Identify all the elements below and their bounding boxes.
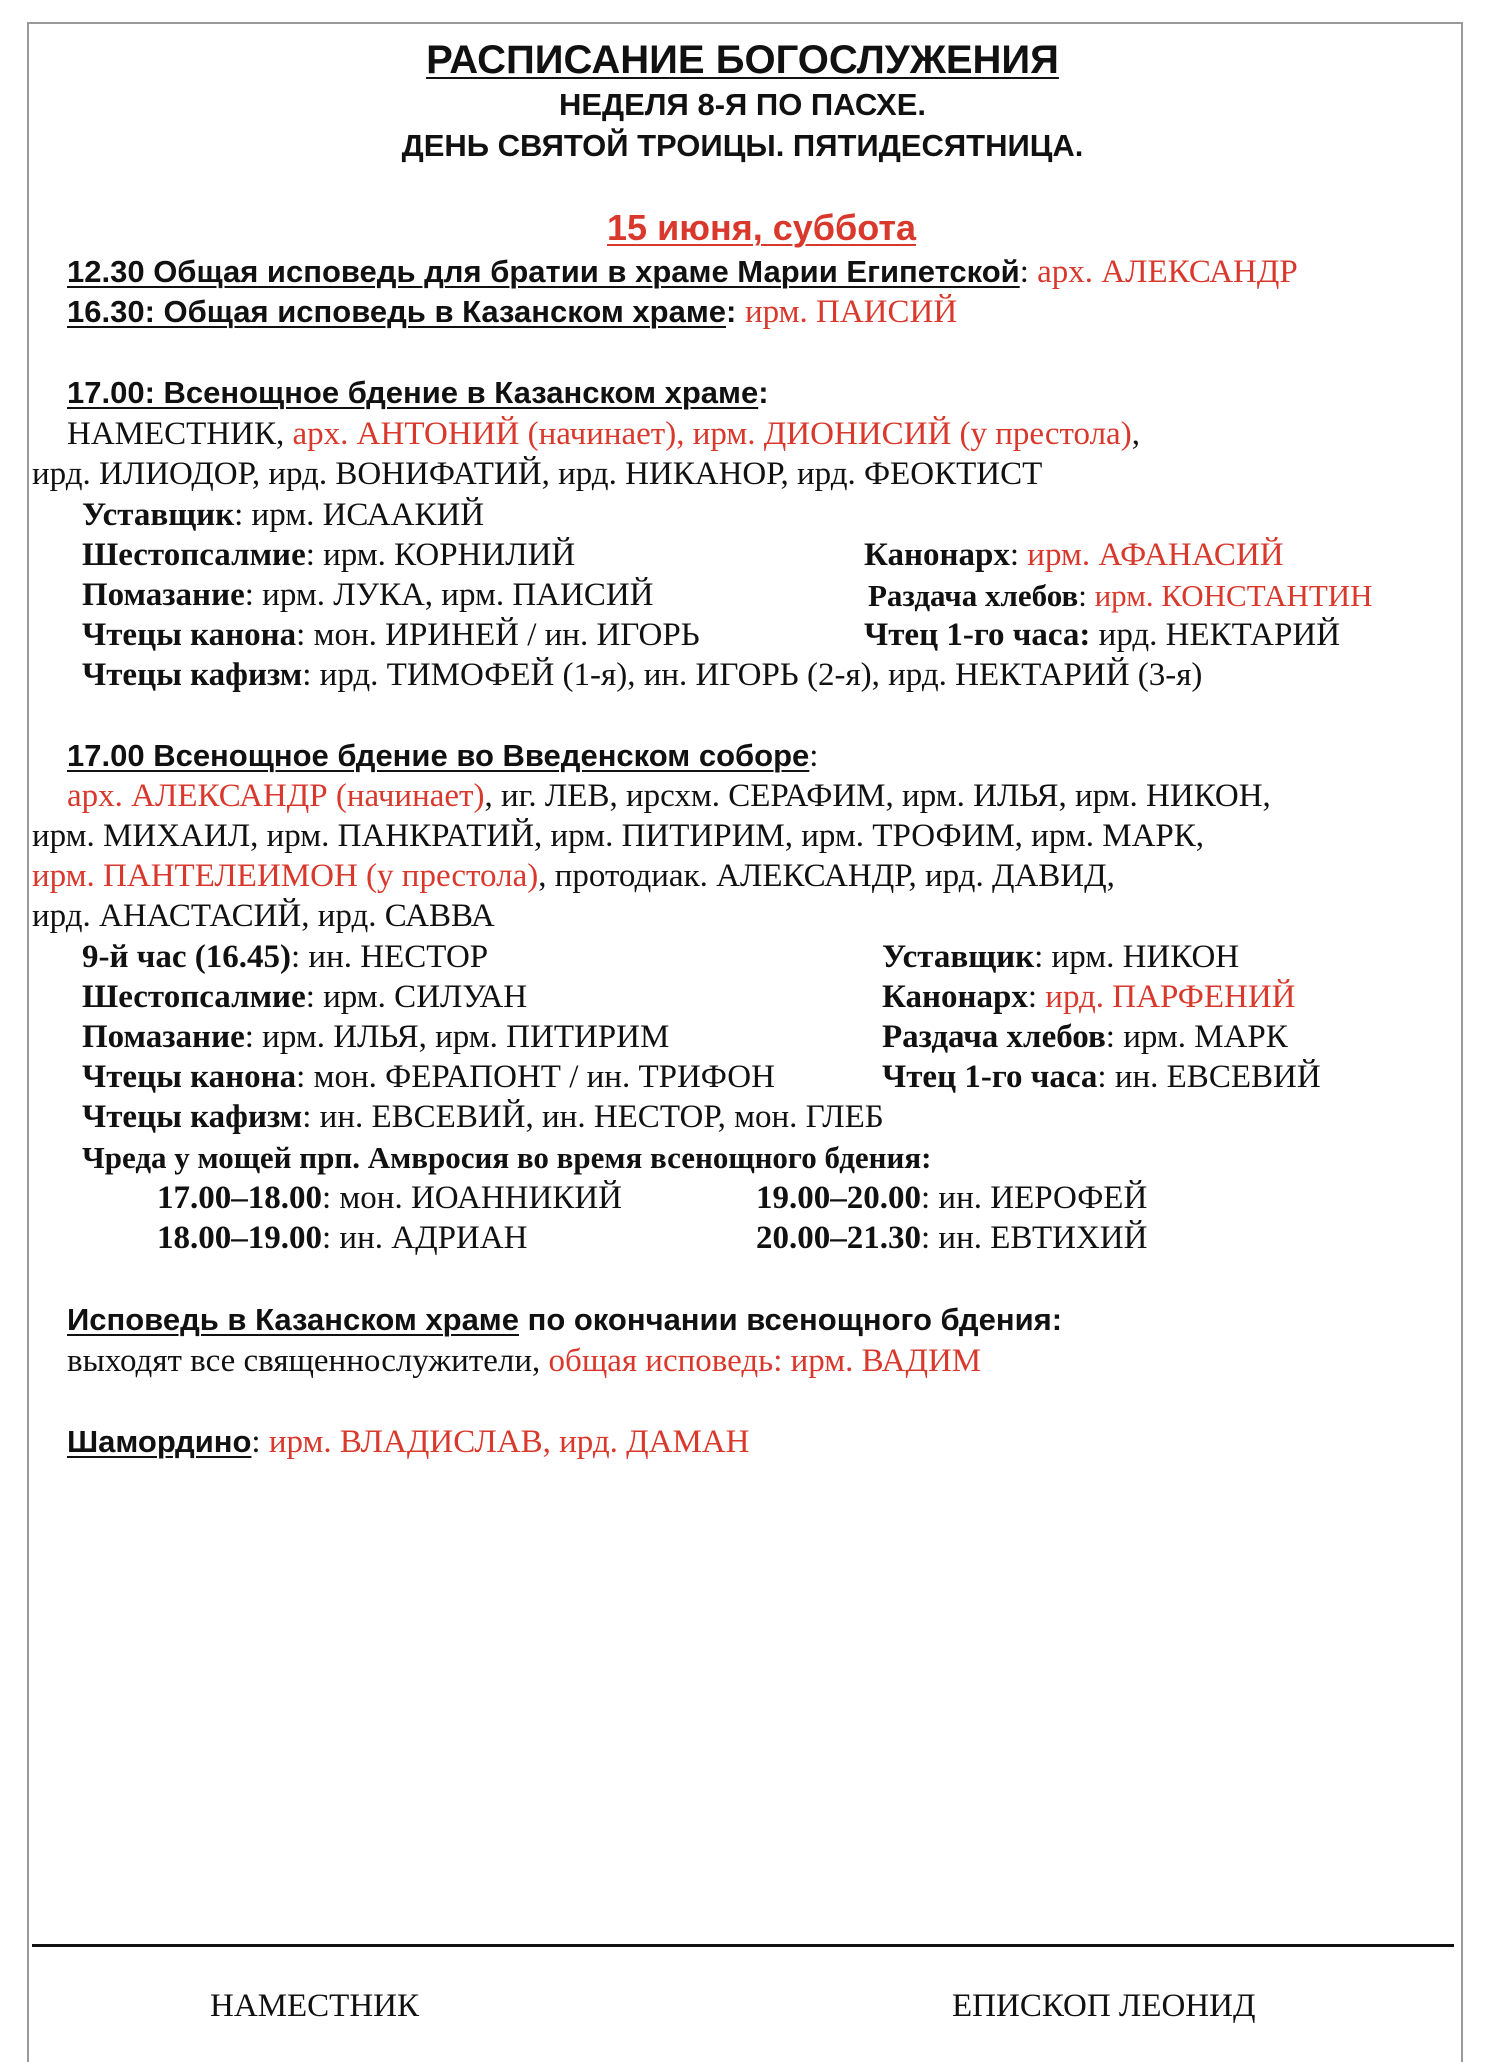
kazan-ustavshchik-label: Уставщик bbox=[82, 497, 235, 533]
vvedensky-razdacha-value: : ирм. МАРК bbox=[1105, 1019, 1288, 1055]
vvedensky-chtets-chasa-value: : ин. ЕВСЕВИЙ bbox=[1097, 1059, 1321, 1095]
vvedensky-ustavshchik-label: Уставщик bbox=[882, 939, 1035, 975]
shift-2-value: : ин. АДРИАН bbox=[322, 1220, 528, 1256]
vvedensky-chtets-chasa-label: Чтец 1-го часа bbox=[882, 1059, 1098, 1095]
kazan-chtets-chasa bbox=[864, 615, 1340, 655]
vvedensky-chas9-value: : ин. НЕСТОР bbox=[291, 939, 489, 975]
vvedensky-shift-4 bbox=[756, 1218, 1147, 1258]
vvedensky-shift-1 bbox=[157, 1178, 622, 1218]
vvedensky-kafizmy-value: : ин. ЕВСЕВИЙ, ин. НЕСТОР, мон. ГЛЕБ bbox=[302, 1099, 884, 1135]
kazan-razdacha-label: Раздача хлебов bbox=[868, 578, 1079, 613]
shift-4-time: 20.00–21.30 bbox=[756, 1220, 921, 1256]
ispoved-heading bbox=[67, 1300, 1062, 1340]
shift-3-time: 19.00–20.00 bbox=[756, 1180, 921, 1216]
confession-line-1 bbox=[67, 252, 1298, 292]
vvedensky-ustavshchik bbox=[882, 937, 1239, 977]
shift-4-value: : ин. ЕВТИХИЙ bbox=[921, 1220, 1148, 1256]
vvedensky-chtetsy-kanona-value: : мон. ФЕРАПОНТ / ин. ТРИФОН bbox=[296, 1059, 775, 1095]
vvedensky-razdacha bbox=[882, 1017, 1288, 1057]
confession-line-2 bbox=[67, 292, 957, 332]
kazan-razdacha-value: ирм. КОНСТАНТИН bbox=[1094, 578, 1373, 613]
confession-2-colon: : bbox=[726, 294, 745, 329]
kazan-shestopsalmie bbox=[82, 535, 575, 575]
vvedensky-heading-colon: : bbox=[809, 738, 819, 774]
vvedensky-clergy-1-black: , иг. ЛЕВ, ирсхм. СЕРАФИМ, ирм. ИЛЬЯ, ирм. НИКОН, bbox=[484, 778, 1271, 814]
kazan-heading bbox=[67, 373, 769, 413]
kazan-chtetsy-kanona-value: : мон. ИРИНЕЙ / ин. ИГОРЬ bbox=[296, 617, 700, 653]
kazan-clergy-1 bbox=[67, 414, 1140, 454]
kazan-shestopsalmie-value: : ирм. КОРНИЛИЙ bbox=[305, 537, 576, 573]
page-title: РАСПИСАНИЕ БОГОСЛУЖЕНИЯ bbox=[426, 38, 1059, 82]
shift-3-value: : ин. ИЕРОФЕЙ bbox=[921, 1180, 1148, 1216]
vvedensky-clergy-1 bbox=[67, 776, 1271, 816]
kazan-pomazanie bbox=[82, 575, 654, 615]
kazan-heading-colon: : bbox=[758, 375, 769, 410]
vvedensky-chas9-label: 9-й час (16.45) bbox=[82, 939, 291, 975]
vvedensky-shestopsalmie-value: : ирм. СИЛУАН bbox=[305, 979, 528, 1015]
date-heading: 15 июня, суббота bbox=[607, 207, 916, 248]
vvedensky-kanonarkh-label: Канонарх bbox=[882, 979, 1028, 1015]
vvedensky-pomazanie-value: : ирм. ИЛЬЯ, ирм. ПИТИРИМ bbox=[244, 1019, 670, 1055]
kazan-clergy-2: ирд. ИЛИОДОР, ирд. ВОНИФАТИЙ, ирд. НИКАНОР, ирд. ФЕОКТИСТ bbox=[32, 456, 1043, 492]
kazan-ustavshchik-value: : ирм. ИСААКИЙ bbox=[234, 497, 485, 533]
ispoved-heading-rest: по окончании всенощного бдения: bbox=[518, 1302, 1063, 1337]
shift-1-value: : мон. ИОАННИКИЙ bbox=[322, 1180, 622, 1216]
kazan-chtets-chasa-value: ирд. НЕКТАРИЙ bbox=[1090, 617, 1341, 653]
kazan-kanonarkh-label: Канонарх bbox=[864, 537, 1010, 573]
kazan-kafizmy-label: Чтецы кафизм bbox=[82, 657, 303, 693]
confession-1-priest: арх. АЛЕКСАНДР bbox=[1037, 254, 1298, 290]
vvedensky-kanonarkh-colon: : bbox=[1027, 979, 1046, 1015]
vvedensky-shestopsalmie-label: Шестопсалмие bbox=[82, 979, 306, 1015]
shamordino-colon: : bbox=[251, 1424, 269, 1460]
confession-2-priest: ирм. ПАИСИЙ bbox=[744, 294, 958, 330]
vvedensky-chtets-chasa bbox=[882, 1057, 1321, 1097]
vvedensky-kanonarkh bbox=[882, 977, 1296, 1017]
page-subtitle-feast: ДЕНЬ СВЯТОЙ ТРОИЦЫ. ПЯТИДЕСЯТНИЦА. bbox=[401, 128, 1084, 163]
kazan-pomazanie-value: : ирм. ЛУКА, ирм. ПАИСИЙ bbox=[244, 577, 654, 613]
vvedensky-chtetsy-kanona-label: Чтецы канона bbox=[82, 1059, 297, 1095]
shift-1-time: 17.00–18.00 bbox=[157, 1180, 322, 1216]
vvedensky-heading-text: 17.00 Всенощное бдение во Введенском соборе bbox=[67, 738, 810, 773]
kazan-heading-text: 17.00: Всенощное бдение в Казанском храме bbox=[67, 375, 759, 410]
vvedensky-pomazanie bbox=[82, 1017, 669, 1057]
vvedensky-clergy-3-red: ирм. ПАНТЕЛЕИМОН (у престола) bbox=[32, 858, 539, 894]
kazan-shestopsalmie-label: Шестопсалмие bbox=[82, 537, 306, 573]
kazan-razdacha-colon: : bbox=[1078, 578, 1095, 613]
vvedensky-kafizmy-label: Чтецы кафизм bbox=[82, 1099, 303, 1135]
vvedensky-chreda-heading: Чреда у мощей прп. Амвросия во время всенощного бдения: bbox=[82, 1140, 932, 1175]
signature-divider bbox=[32, 1944, 1454, 1947]
confession-1-heading: 12.30 Общая исповедь для братии в храме Марии Египетской bbox=[67, 254, 1020, 289]
confession-1-colon: : bbox=[1019, 254, 1038, 290]
vvedensky-shift-2 bbox=[157, 1218, 527, 1258]
signature-left: НАМЕСТНИК bbox=[210, 1988, 420, 2024]
vvedensky-razdacha-label: Раздача хлебов bbox=[882, 1019, 1106, 1055]
kazan-kanonarkh-colon: : bbox=[1009, 537, 1028, 573]
kazan-chtets-chasa-label: Чтец 1-го часа: bbox=[864, 617, 1091, 653]
signature-right: ЕПИСКОП ЛЕОНИД bbox=[952, 1988, 1256, 2024]
vvedensky-chas9 bbox=[82, 937, 488, 977]
ispoved-line-red: общая исповедь: ирм. ВАДИМ bbox=[548, 1343, 982, 1379]
vvedensky-kafizmy bbox=[82, 1097, 884, 1137]
vvedensky-clergy-4: ирд. АНАСТАСИЙ, ирд. САВВА bbox=[32, 898, 495, 934]
shamordino-value: ирм. ВЛАДИСЛАВ, ирд. ДАМАН bbox=[268, 1424, 750, 1460]
ispoved-heading-underlined: Исповедь в Казанском храме bbox=[67, 1302, 519, 1337]
kazan-kafizmy-value: : ирд. ТИМОФЕЙ (1-я), ин. ИГОРЬ (2-я), ирд. НЕКТАРИЙ (3-я) bbox=[302, 657, 1203, 693]
vvedensky-kanonarkh-value: ирд. ПАРФЕНИЙ bbox=[1045, 979, 1296, 1015]
kazan-ustavshchik bbox=[82, 495, 484, 535]
vvedensky-chtetsy-kanona bbox=[82, 1057, 775, 1097]
confession-2-heading: 16.30: Общая исповедь в Казанском храме bbox=[67, 294, 727, 329]
vvedensky-shift-3 bbox=[756, 1178, 1147, 1218]
shamordino-label: Шамордино bbox=[67, 1424, 252, 1459]
kazan-pomazanie-label: Помазание bbox=[82, 577, 245, 613]
vvedensky-ustavshchik-value: : ирм. НИКОН bbox=[1034, 939, 1240, 975]
vvedensky-heading bbox=[67, 736, 818, 776]
kazan-clergy-1-red: арх. АНТОНИЙ (начинает), ирм. ДИОНИСИЙ (у престола) bbox=[292, 416, 1132, 452]
kazan-clergy-1-end: , bbox=[1131, 416, 1140, 452]
ispoved-line bbox=[67, 1341, 981, 1381]
ispoved-line-black: выходят все священнослужители, bbox=[67, 1343, 549, 1379]
shamordino-line bbox=[67, 1422, 749, 1462]
kazan-clergy-1-black: НАМЕСТНИК, bbox=[67, 416, 293, 452]
vvedensky-clergy-3 bbox=[32, 856, 1115, 896]
vvedensky-clergy-3-black: , протодиак. АЛЕКСАНДР, ирд. ДАВИД, bbox=[538, 858, 1115, 894]
kazan-chtetsy-kanona bbox=[82, 615, 700, 655]
kazan-razdacha bbox=[868, 576, 1373, 616]
page-subtitle-week: НЕДЕЛЯ 8-Я ПО ПАСХЕ. bbox=[558, 87, 926, 122]
vvedensky-clergy-2: ирм. МИХАИЛ, ирм. ПАНКРАТИЙ, ирм. ПИТИРИМ, ирм. ТРОФИМ, ирм. МАРК, bbox=[32, 818, 1205, 854]
kazan-kanonarkh bbox=[864, 535, 1284, 575]
vvedensky-clergy-1-red: арх. АЛЕКСАНДР (начинает) bbox=[67, 778, 485, 814]
kazan-kafizmy bbox=[82, 655, 1202, 695]
vvedensky-pomazanie-label: Помазание bbox=[82, 1019, 245, 1055]
kazan-kanonarkh-value: ирм. АФАНАСИЙ bbox=[1027, 537, 1284, 573]
shift-2-time: 18.00–19.00 bbox=[157, 1220, 322, 1256]
vvedensky-shestopsalmie bbox=[82, 977, 527, 1017]
kazan-chtetsy-kanona-label: Чтецы канона bbox=[82, 617, 297, 653]
